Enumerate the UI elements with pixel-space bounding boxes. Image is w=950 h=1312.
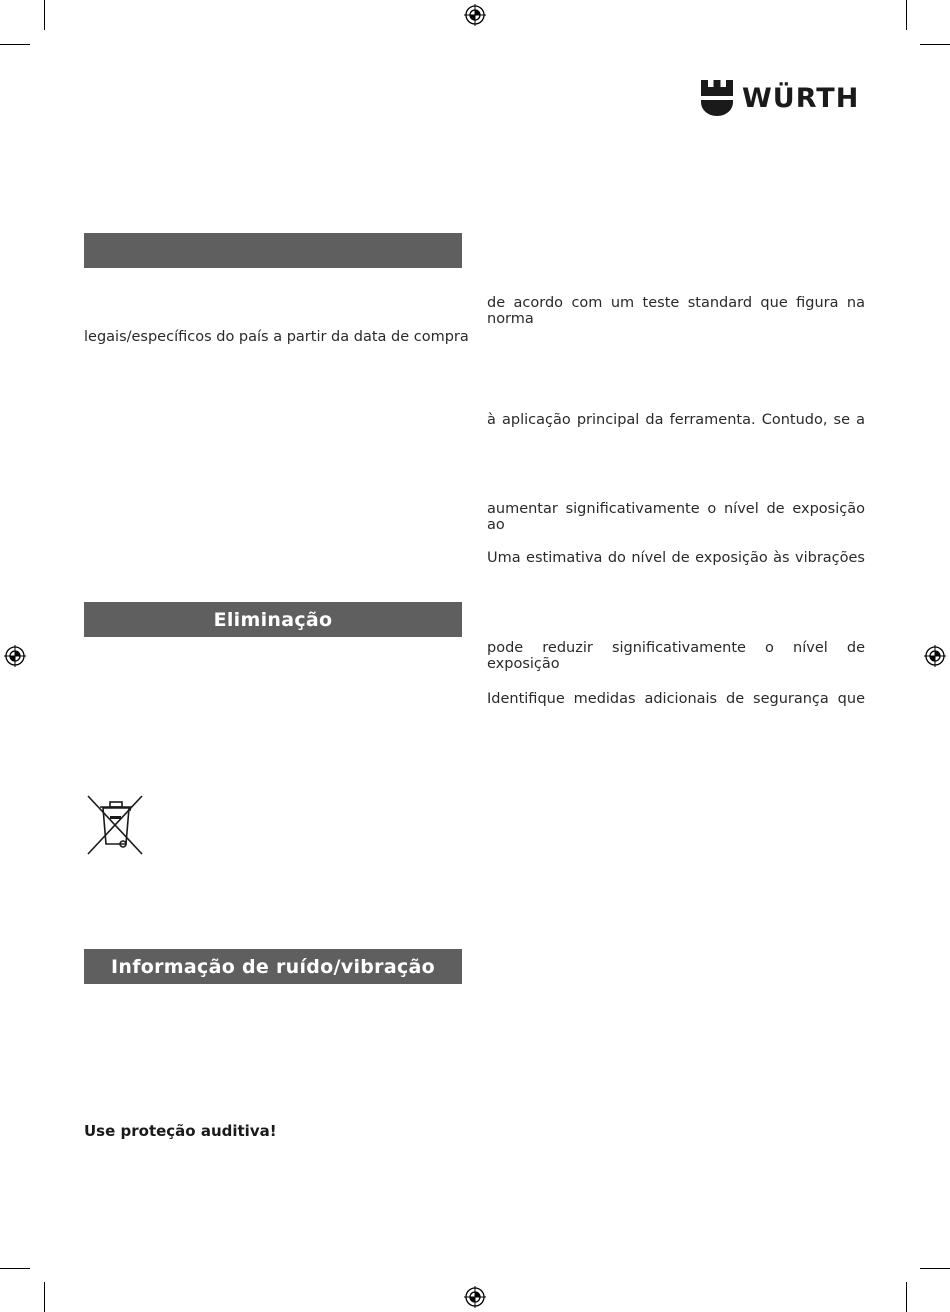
- body-text-line: Identifique medidas adicionais de segurança que: [487, 691, 865, 707]
- crop-mark: [44, 1282, 45, 1312]
- crop-mark: [44, 0, 45, 30]
- section-title-noise-vibration: Informação de ruído/vibração: [84, 949, 462, 984]
- body-text-line: à aplicação principal da ferramenta. Contudo, se a: [487, 412, 865, 428]
- crop-mark: [0, 1268, 30, 1269]
- brand-name: WÜRTH: [742, 82, 860, 114]
- section-header-bar: [84, 233, 462, 268]
- crop-mark: [906, 0, 907, 30]
- body-text-line: Uma estimativa do nível de exposição às vibrações: [487, 550, 865, 566]
- registration-mark-icon: [464, 1286, 486, 1308]
- crossed-out-wheelie-bin-icon: [86, 794, 144, 856]
- crop-mark: [906, 1282, 907, 1312]
- warranty-text-line: legais/específicos do país a partir da data de compra: [84, 329, 469, 345]
- registration-mark-icon: [924, 645, 946, 667]
- section-title-elimination: Eliminação: [84, 602, 462, 637]
- brand-logo: [700, 80, 859, 116]
- crop-mark: [920, 1268, 950, 1269]
- hearing-protection-note: Use proteção auditiva!: [84, 1122, 277, 1140]
- body-text-line: pode reduzir significativamente o nível de exposição: [487, 640, 865, 672]
- crop-mark: [920, 44, 950, 45]
- body-text-line: de acordo com um teste standard que figura na norma: [487, 295, 865, 327]
- registration-mark-icon: [4, 645, 26, 667]
- body-text-line: aumentar significativamente o nível de exposição ao: [487, 501, 865, 533]
- wurth-logo-icon: [700, 80, 734, 116]
- crop-mark: [0, 44, 30, 45]
- registration-mark-icon: [464, 4, 486, 26]
